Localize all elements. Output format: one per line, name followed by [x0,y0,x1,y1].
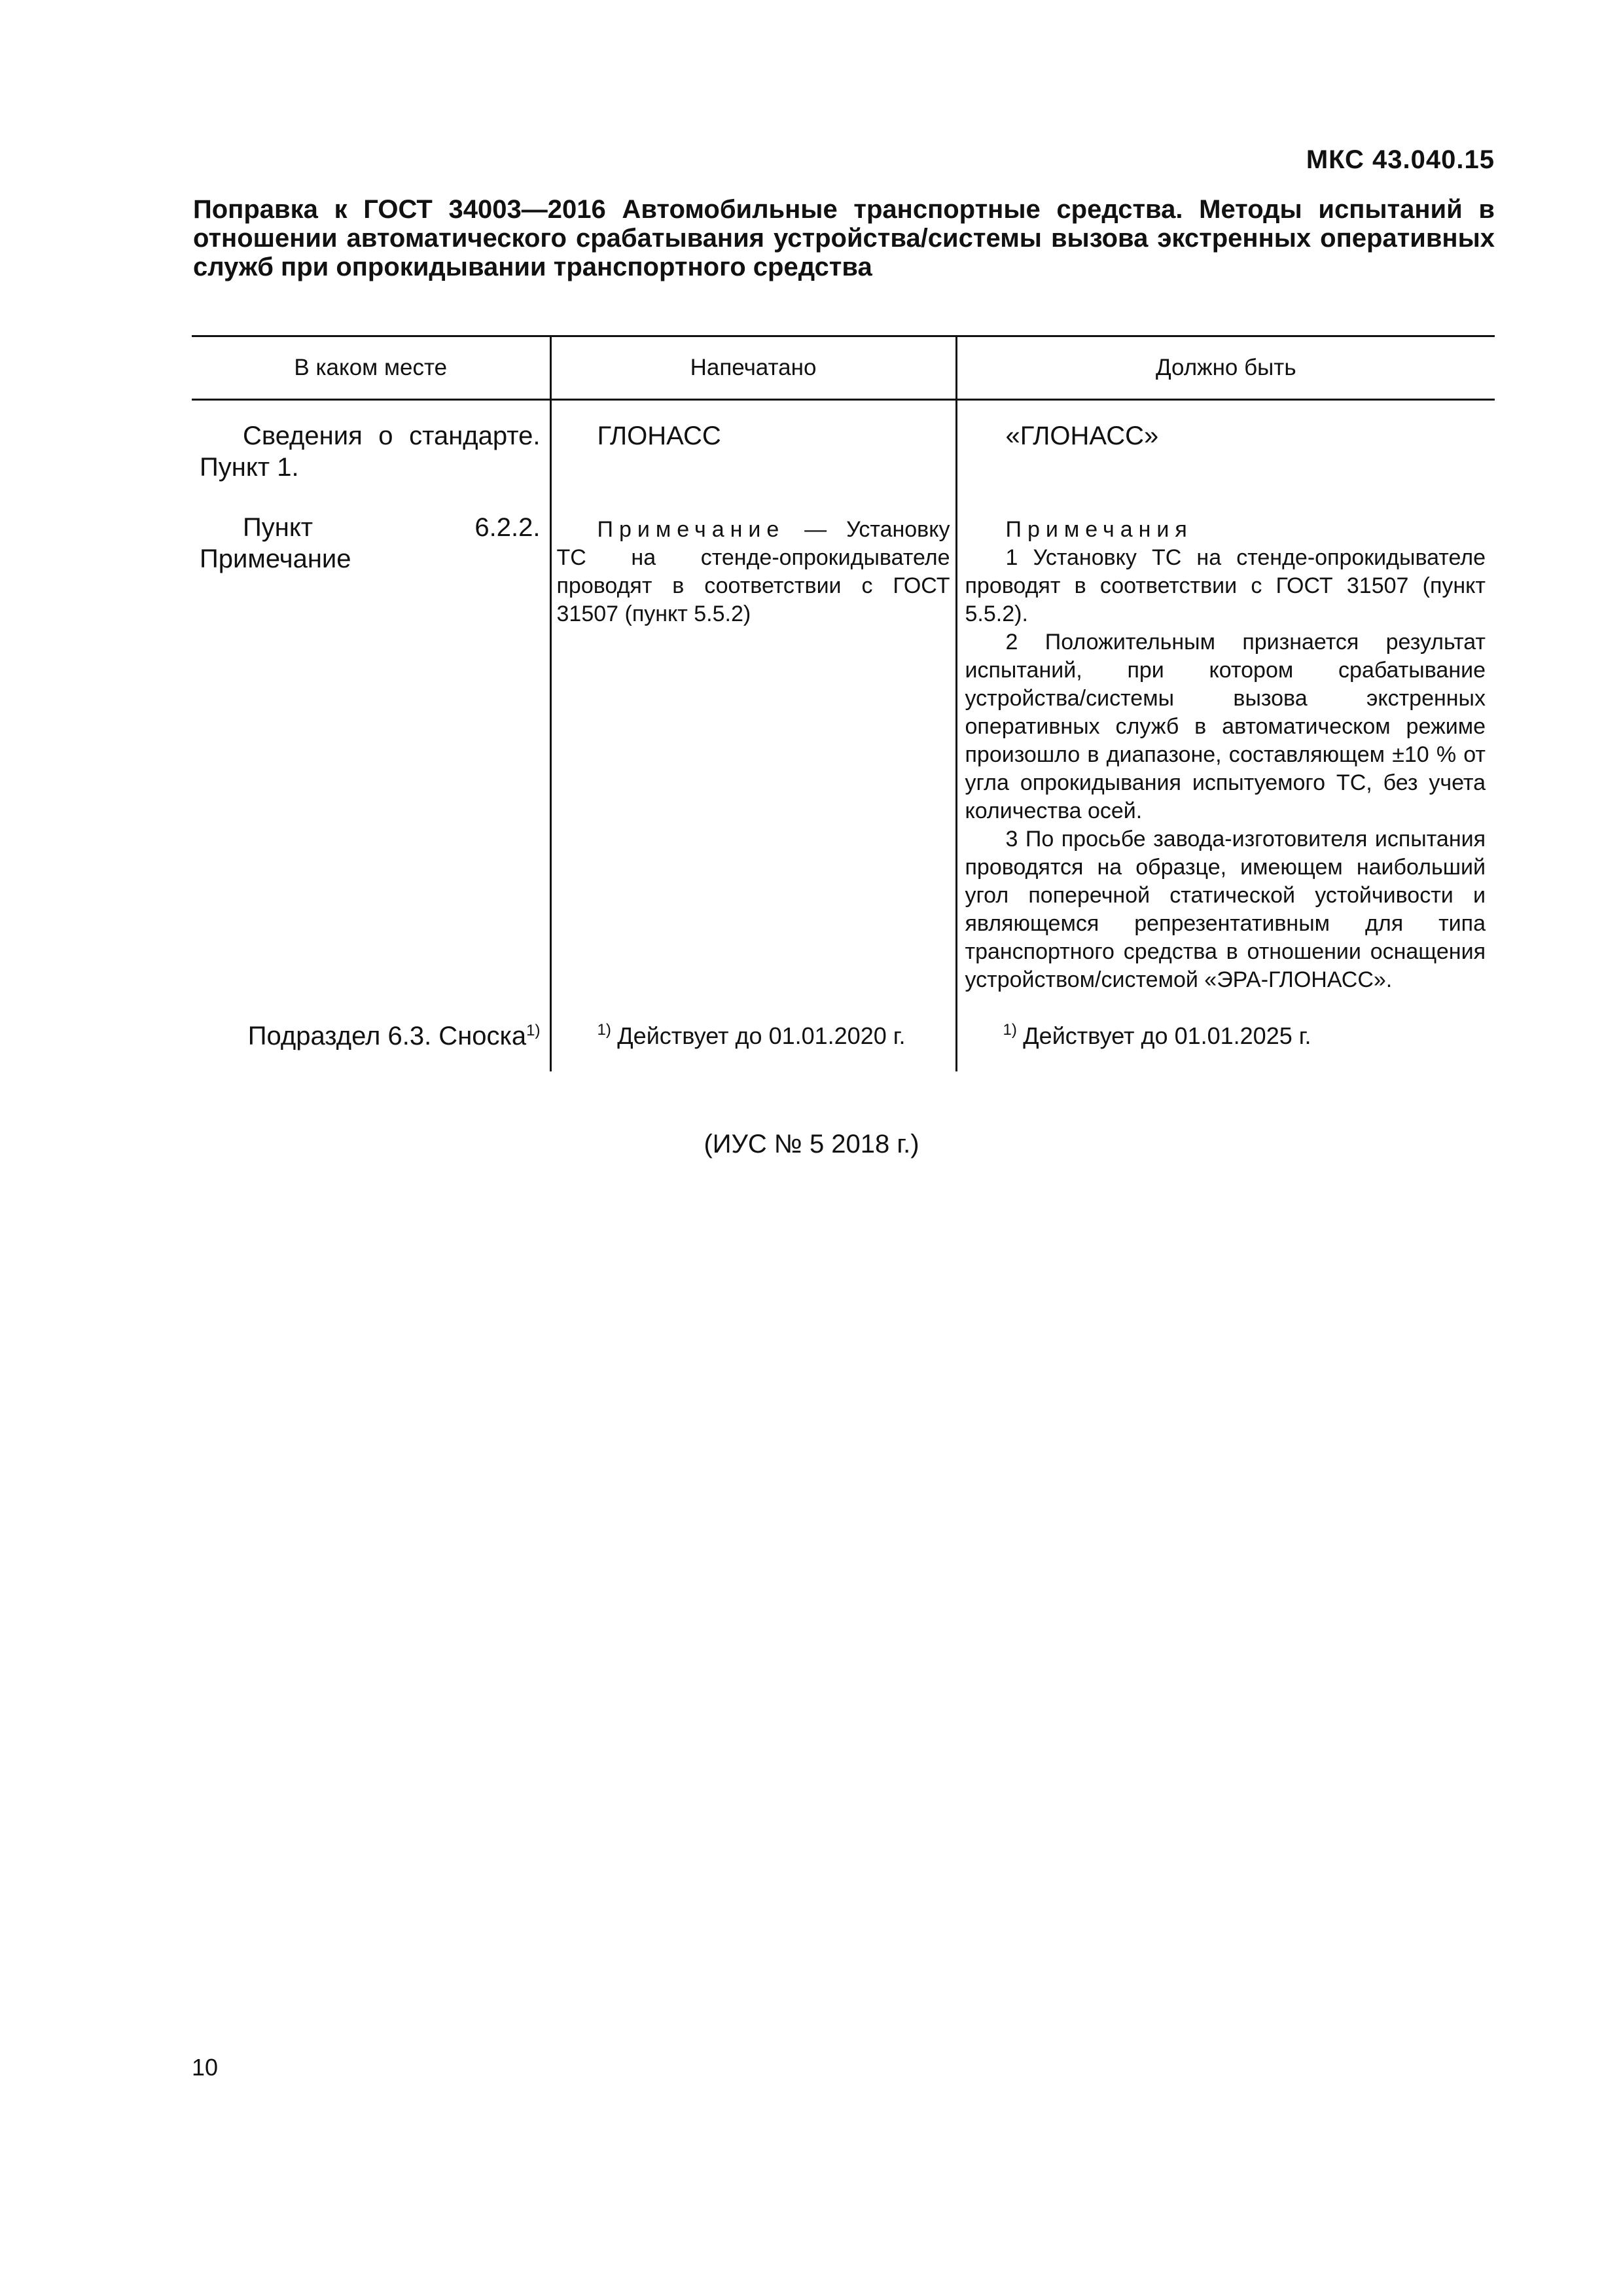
row2-note-item-3: 3 По просьбе завода-изготовителя испытания проводятся на образце, имеющем наибольший угол поперечной статической устойчивости и являющемся репрезентативным для типа транспортного средства в отношении оснащения устройством/системой «ЭРА-ГЛОНАСС». [965,827,1486,992]
amendment-title: Поправка к ГОСТ 34003—2016 Автомобильные транспортные средства. Методы испытаний в отношении автоматического срабатывания устройства/системы вызова экстренных оперативных служб при опрокидывании транспортного средства [193,195,1495,281]
row3-place: Подраздел 6.3. Сноска [247,1022,527,1050]
row2-place-cell [192,512,550,1020]
table-row [192,512,1495,1020]
header-should-be: Должно быть [956,336,1495,400]
header-printed: Напечатано [550,336,956,400]
row3-printed-footnote-mark: 1) [597,1021,611,1039]
row2-note-item-2: 2 Положительным признается результат испытаний, при котором срабатывание устройства/системы вызова экстренных оперативных служб в автоматическом режиме произошло в диапазоне, составляющем ±10 % от угла опрокидывания испытуемого ТС, без учета количества осей. [965,630,1486,823]
row2-note-item-1: 1 Установку ТС на стенде-опрокидывателе проводят в соответствии с ГОСТ 31507 (пункт 5.5.2). [965,545,1486,626]
row2-should-be-cell [956,512,1495,1020]
row3-place-cell [192,1020,550,1071]
row2-printed-text: — Установку ТС на стенде-опрокидывателе проводят в соответствии с ГОСТ 31507 (пункт 5.5.2) [556,517,950,626]
row3-printed: Действует до 01.01.2020 г. [617,1022,906,1049]
page-number: 10 [192,2054,219,2081]
row2-should-be-label: Примечания [1005,517,1193,542]
row3-should-be-footnote-mark: 1) [1003,1021,1017,1039]
table-header-row [192,336,1495,400]
row2-printed-cell [550,512,956,1020]
row2-place: Пункт 6.2.2. Примечание [200,513,541,573]
table-row [192,1020,1495,1071]
row1-printed-cell [550,400,956,512]
table-row [192,400,1495,512]
row3-printed-cell [550,1020,956,1071]
amendment-table [192,335,1495,1071]
ius-reference: (ИУС № 5 2018 г.) [704,1130,919,1158]
row1-should-be-cell [956,400,1495,512]
row1-place: Сведения о стандарте. Пункт 1. [200,422,541,482]
header-place: В каком месте [294,355,448,380]
row1-should-be: «ГЛОНАСС» [1005,422,1159,450]
row2-printed-note [557,516,950,628]
row2-printed-label: Примечание [597,517,785,542]
row1-place-cell [192,400,550,512]
row1-printed: ГЛОНАСС [597,422,721,450]
row3-should-be-cell [956,1020,1495,1071]
row3-should-be: Действует до 01.01.2025 г. [1023,1022,1311,1049]
classification-code: МКС 43.040.15 [1306,145,1495,174]
row3-place-footnote-mark: 1) [526,1022,541,1039]
